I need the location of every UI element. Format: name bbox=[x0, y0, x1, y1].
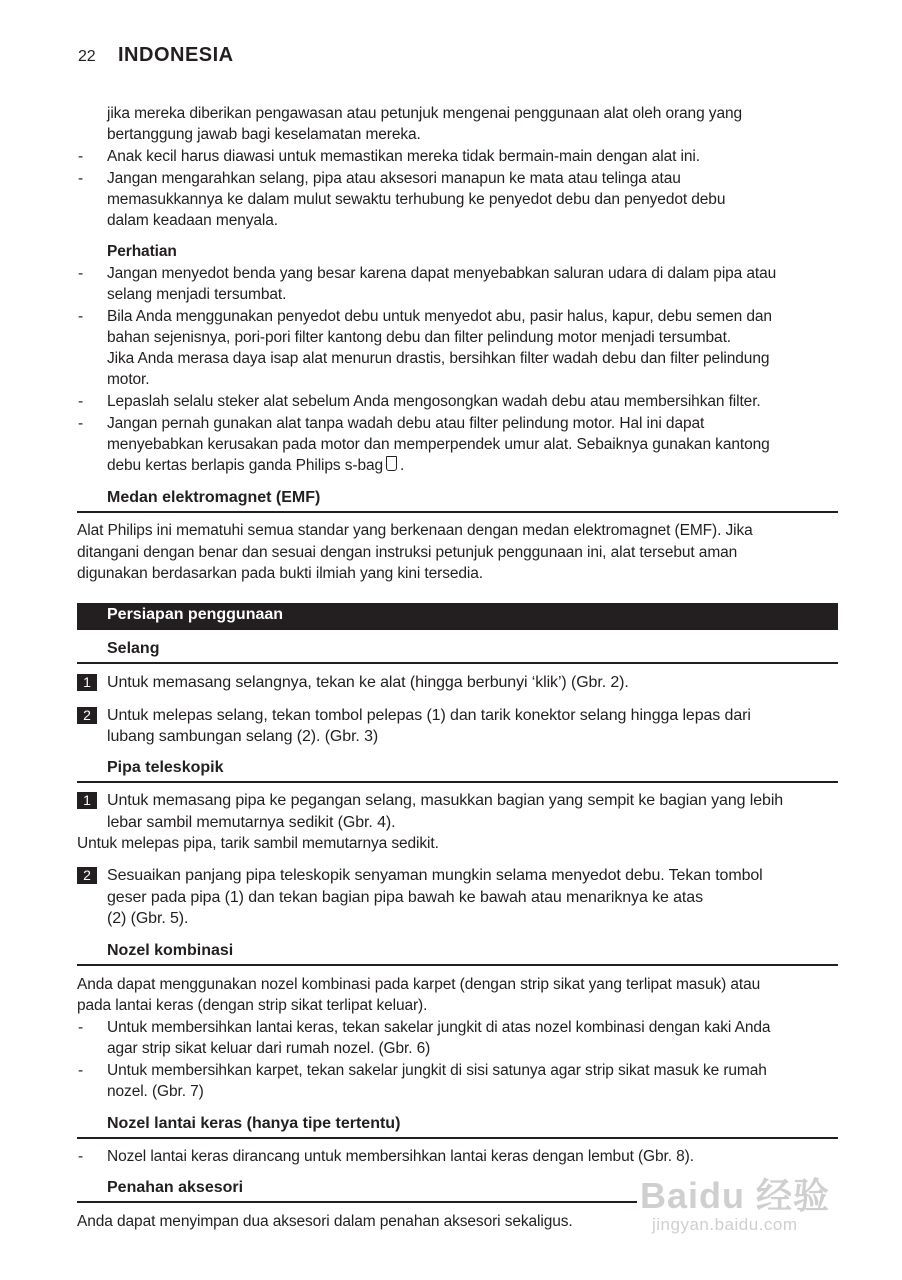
step-number: 2 bbox=[77, 707, 97, 724]
bullet-dash: - bbox=[78, 170, 84, 187]
intro-bullet: Anak kecil harus diawasi untuk memastikan mereka tidak bermain-main dengan alat ini. bbox=[107, 148, 700, 165]
emf-text: ditangani dengan benar dan sesuai dengan instruksi petunjuk penggunaan ini, alat tersebut aman bbox=[77, 544, 738, 561]
step-number: 1 bbox=[77, 792, 97, 809]
divider bbox=[77, 662, 838, 664]
bullet-dash: - bbox=[78, 393, 84, 410]
combi-text: Anda dapat menggunakan nozel kombinasi pada karpet (dengan strip sikat yang terlipat masuk) atau bbox=[77, 976, 761, 993]
divider bbox=[77, 964, 838, 966]
section-banner bbox=[77, 603, 838, 630]
caution-bullet: Jangan pernah gunakan alat tanpa wadah debu atau filter pelindung motor. Hal ini dapat bbox=[107, 415, 705, 432]
page-number: 22 bbox=[78, 48, 96, 65]
combi-bullet: nozel. (Gbr. 7) bbox=[107, 1083, 204, 1100]
caution-bullet: menyebabkan kerusakan pada motor dan memperpendek umur alat. Sebaiknya gunakan kantong bbox=[107, 436, 770, 453]
tube-step: geser pada pipa (1) dan tekan bagian pipa bawah ke bawah atau menariknya ke atas bbox=[107, 889, 703, 906]
intro-bullet: Jangan mengarahkan selang, pipa atau aksesori manapun ke mata atau telinga atau bbox=[107, 170, 681, 187]
hardfloor-heading: Nozel lantai keras (hanya tipe tertentu) bbox=[107, 1115, 401, 1132]
combi-heading: Nozel kombinasi bbox=[107, 942, 234, 959]
caution-bullet: motor. bbox=[107, 371, 150, 388]
holder-text: Anda dapat menyimpan dua aksesori dalam penahan aksesori sekaligus. bbox=[77, 1213, 573, 1230]
tube-step: Sesuaikan panjang pipa teleskopik senyaman mungkin selama menyedot debu. Tekan tombol bbox=[107, 867, 763, 884]
tube-heading: Pipa teleskopik bbox=[107, 759, 224, 776]
divider bbox=[77, 1201, 637, 1203]
hose-step: Untuk memasang selangnya, tekan ke alat (hingga berbunyi ‘klik’) (Gbr. 2). bbox=[107, 674, 629, 691]
tube-step: Untuk memasang pipa ke pegangan selang, masukkan bagian yang sempit ke bagian yang lebih bbox=[107, 792, 784, 809]
watermark-logo: Baidu 经验 bbox=[640, 1175, 831, 1216]
bullet-dash: - bbox=[78, 1019, 84, 1036]
caution-bullet: bahan sejenisnya, pori-pori filter kantong debu dan filter pelindung motor menjadi tersumbat. bbox=[107, 329, 731, 346]
bullet-dash: - bbox=[78, 415, 84, 432]
bullet-dash: - bbox=[78, 308, 84, 325]
caution-bullet bbox=[107, 455, 404, 477]
caution-bullet: selang menjadi tersumbat. bbox=[107, 286, 287, 303]
hardfloor-bullet: Nozel lantai keras dirancang untuk membersihkan lantai keras dengan lembut (Gbr. 8). bbox=[107, 1148, 694, 1165]
emf-text: Alat Philips ini mematuhi semua standar yang berkenaan dengan medan elektromagnet (EMF). Jika bbox=[77, 522, 753, 539]
emf-heading: Medan elektromagnet (EMF) bbox=[107, 489, 321, 506]
divider bbox=[77, 781, 838, 783]
bullet-dash: - bbox=[78, 1148, 84, 1165]
hose-step: lubang sambungan selang (2). (Gbr. 3) bbox=[107, 728, 379, 745]
bullet-dash: - bbox=[78, 148, 84, 165]
tube-step: lebar sambil memutarnya sedikit (Gbr. 4). bbox=[107, 814, 396, 831]
tube-step: (2) (Gbr. 5). bbox=[107, 910, 189, 927]
combi-bullet: Untuk membersihkan lantai keras, tekan sakelar jungkit di atas nozel kombinasi dengan kaki Anda bbox=[107, 1019, 771, 1036]
caution-heading: Perhatian bbox=[107, 243, 177, 260]
combi-bullet: agar strip sikat keluar dari rumah nozel. (Gbr. 6) bbox=[107, 1040, 431, 1057]
divider bbox=[77, 511, 838, 513]
intro-bullet: dalam keadaan menyala. bbox=[107, 212, 278, 229]
intro-line: bertanggung jawab bagi keselamatan mereka. bbox=[107, 126, 421, 143]
bullet-dash: - bbox=[78, 1062, 84, 1079]
section-banner-title: Persiapan penggunaan bbox=[107, 606, 284, 623]
combi-text: pada lantai keras (dengan strip sikat terlipat keluar). bbox=[77, 997, 428, 1014]
step-number: 2 bbox=[77, 867, 97, 884]
intro-bullet: memasukkannya ke dalam mulut sewaktu terhubung ke penyedot debu dan penyedot debu bbox=[107, 191, 726, 208]
caution-bullet: Lepaslah selalu steker alat sebelum Anda mengosongkan wadah debu atau membersihkan filter. bbox=[107, 393, 761, 410]
holder-heading: Penahan aksesori bbox=[107, 1179, 244, 1196]
hose-step: Untuk melepas selang, tekan tombol pelepas (1) dan tarik konektor selang hingga lepas dari bbox=[107, 707, 751, 724]
emf-text: digunakan berdasarkan pada bukti ilmiah yang kini tersedia. bbox=[77, 565, 483, 582]
combi-bullet: Untuk membersihkan karpet, tekan sakelar jungkit di sisi satunya agar strip sikat masuk ke rumah bbox=[107, 1062, 767, 1079]
s-bag-icon bbox=[386, 456, 397, 471]
caution-bullet-end: . bbox=[400, 457, 405, 474]
caution-bullet: Jangan menyedot benda yang besar karena dapat menyebabkan saluran udara di dalam pipa atau bbox=[107, 265, 777, 282]
tube-note: Untuk melepas pipa, tarik sambil memutarnya sedikit. bbox=[77, 835, 439, 852]
intro-line: jika mereka diberikan pengawasan atau petunjuk mengenai penggunaan alat oleh orang yang bbox=[107, 105, 743, 122]
caution-bullet: Jika Anda merasa daya isap alat menurun drastis, bersihkan filter wadah debu dan filter pelindung bbox=[107, 350, 770, 367]
step-number: 1 bbox=[77, 674, 97, 691]
page-language-title: INDONESIA bbox=[118, 44, 234, 66]
watermark-url: jingyan.baidu.com bbox=[652, 1215, 798, 1234]
caution-bullet: Bila Anda menggunakan penyedot debu untuk menyedot abu, pasir halus, kapur, debu semen dan bbox=[107, 308, 772, 325]
caution-bullet-text: debu kertas berlapis ganda Philips s-bag bbox=[107, 457, 384, 474]
bullet-dash: - bbox=[78, 265, 84, 282]
hose-heading: Selang bbox=[107, 640, 160, 657]
divider bbox=[77, 1137, 838, 1139]
